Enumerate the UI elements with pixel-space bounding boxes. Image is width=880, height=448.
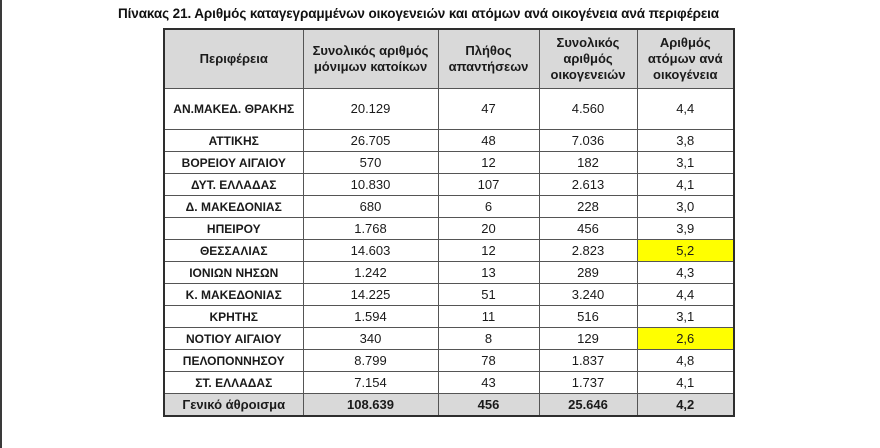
- cell-per-family-highlighted: 2,6: [637, 328, 734, 350]
- total-label: Γενικό άθροισμα: [164, 394, 303, 417]
- total-residents: 108.639: [303, 394, 438, 417]
- cell-residents: 26.705: [303, 130, 438, 152]
- cell-families: 2.823: [539, 240, 637, 262]
- cell-per-family: 4,8: [637, 350, 734, 372]
- cell-per-family: 4,4: [637, 284, 734, 306]
- cell-per-family: 3,8: [637, 130, 734, 152]
- total-per-family: 4,2: [637, 394, 734, 417]
- table-row: [164, 196, 734, 218]
- cell-residents: 14.603: [303, 240, 438, 262]
- cell-region: ΑΝ.ΜΑΚΕΔ. ΘΡΑΚΗΣ: [164, 89, 303, 130]
- header-residents: Συνολικός αριθμός μόνιμων κατοίκων: [303, 29, 438, 89]
- page-edge-line: [0, 0, 2, 448]
- table-body: [164, 89, 734, 417]
- total-families: 25.646: [539, 394, 637, 417]
- cell-responses: 47: [438, 89, 539, 130]
- cell-region: ΙΟΝΙΩΝ ΝΗΣΩΝ: [164, 262, 303, 284]
- cell-families: 289: [539, 262, 637, 284]
- cell-region: ΔΥΤ. ΕΛΛΑΔΑΣ: [164, 174, 303, 196]
- cell-per-family: 4,4: [637, 89, 734, 130]
- cell-families: 516: [539, 306, 637, 328]
- table-row: [164, 152, 734, 174]
- cell-residents: 8.799: [303, 350, 438, 372]
- cell-per-family: 4,1: [637, 372, 734, 394]
- header-responses: Πλήθος απαντήσεων: [438, 29, 539, 89]
- cell-responses: 11: [438, 306, 539, 328]
- table-row: [164, 328, 734, 350]
- cell-residents: 1.768: [303, 218, 438, 240]
- cell-region: ΑΤΤΙΚΗΣ: [164, 130, 303, 152]
- cell-residents: 10.830: [303, 174, 438, 196]
- cell-responses: 20: [438, 218, 539, 240]
- cell-residents: 1.242: [303, 262, 438, 284]
- cell-residents: 680: [303, 196, 438, 218]
- header-families: Συνολικός αριθμός οικογενειών: [539, 29, 637, 89]
- cell-region: ΠΕΛΟΠΟΝΝΗΣΟΥ: [164, 350, 303, 372]
- table-header-row: [164, 29, 734, 89]
- cell-residents: 1.594: [303, 306, 438, 328]
- table-row: [164, 218, 734, 240]
- cell-responses: 51: [438, 284, 539, 306]
- cell-region: ΚΡΗΤΗΣ: [164, 306, 303, 328]
- cell-responses: 8: [438, 328, 539, 350]
- cell-region: ΣΤ. ΕΛΛΑΔΑΣ: [164, 372, 303, 394]
- total-responses: 456: [438, 394, 539, 417]
- table-row: [164, 350, 734, 372]
- cell-region: ΝΟΤΙΟΥ ΑΙΓΑΙΟΥ: [164, 328, 303, 350]
- table-row: [164, 262, 734, 284]
- cell-families: 182: [539, 152, 637, 174]
- cell-region: Δ. ΜΑΚΕΔΟΝΙΑΣ: [164, 196, 303, 218]
- cell-per-family: 4,1: [637, 174, 734, 196]
- header-region: Περιφέρεια: [164, 29, 303, 89]
- cell-families: 456: [539, 218, 637, 240]
- cell-per-family-highlighted: 5,2: [637, 240, 734, 262]
- cell-per-family: 4,3: [637, 262, 734, 284]
- cell-residents: 570: [303, 152, 438, 174]
- cell-families: 129: [539, 328, 637, 350]
- table-total-row: [164, 394, 734, 417]
- table-row: [164, 240, 734, 262]
- cell-per-family: 3,1: [637, 152, 734, 174]
- cell-per-family: 3,9: [637, 218, 734, 240]
- cell-families: 1.737: [539, 372, 637, 394]
- cell-responses: 12: [438, 152, 539, 174]
- cell-per-family: 3,0: [637, 196, 734, 218]
- cell-responses: 78: [438, 350, 539, 372]
- cell-families: 4.560: [539, 89, 637, 130]
- table-row: [164, 130, 734, 152]
- cell-responses: 43: [438, 372, 539, 394]
- cell-per-family: 3,1: [637, 306, 734, 328]
- cell-residents: 340: [303, 328, 438, 350]
- cell-families: 2.613: [539, 174, 637, 196]
- cell-families: 228: [539, 196, 637, 218]
- cell-responses: 6: [438, 196, 539, 218]
- table-row: [164, 174, 734, 196]
- cell-region: Κ. ΜΑΚΕΔΟΝΙΑΣ: [164, 284, 303, 306]
- table-row: [164, 89, 734, 130]
- cell-responses: 107: [438, 174, 539, 196]
- cell-families: 7.036: [539, 130, 637, 152]
- cell-region: ΗΠΕΙΡΟΥ: [164, 218, 303, 240]
- table-row: [164, 284, 734, 306]
- table-caption: Πίνακας 21. Αριθμός καταγεγραμμένων οικογενειών και ατόμων ανά οικογένεια ανά περιφέρεια: [118, 6, 719, 21]
- cell-residents: 7.154: [303, 372, 438, 394]
- cell-residents: 14.225: [303, 284, 438, 306]
- cell-responses: 13: [438, 262, 539, 284]
- header-per-family: Αριθμός ατόμων ανά οικογένεια: [637, 29, 734, 89]
- cell-residents: 20.129: [303, 89, 438, 130]
- table-row: [164, 372, 734, 394]
- cell-responses: 48: [438, 130, 539, 152]
- cell-families: 3.240: [539, 284, 637, 306]
- families-per-region-table: [163, 28, 735, 417]
- cell-region: ΒΟΡΕΙΟΥ ΑΙΓΑΙΟΥ: [164, 152, 303, 174]
- cell-region: ΘΕΣΣΑΛΙΑΣ: [164, 240, 303, 262]
- table-row: [164, 306, 734, 328]
- cell-responses: 12: [438, 240, 539, 262]
- cell-families: 1.837: [539, 350, 637, 372]
